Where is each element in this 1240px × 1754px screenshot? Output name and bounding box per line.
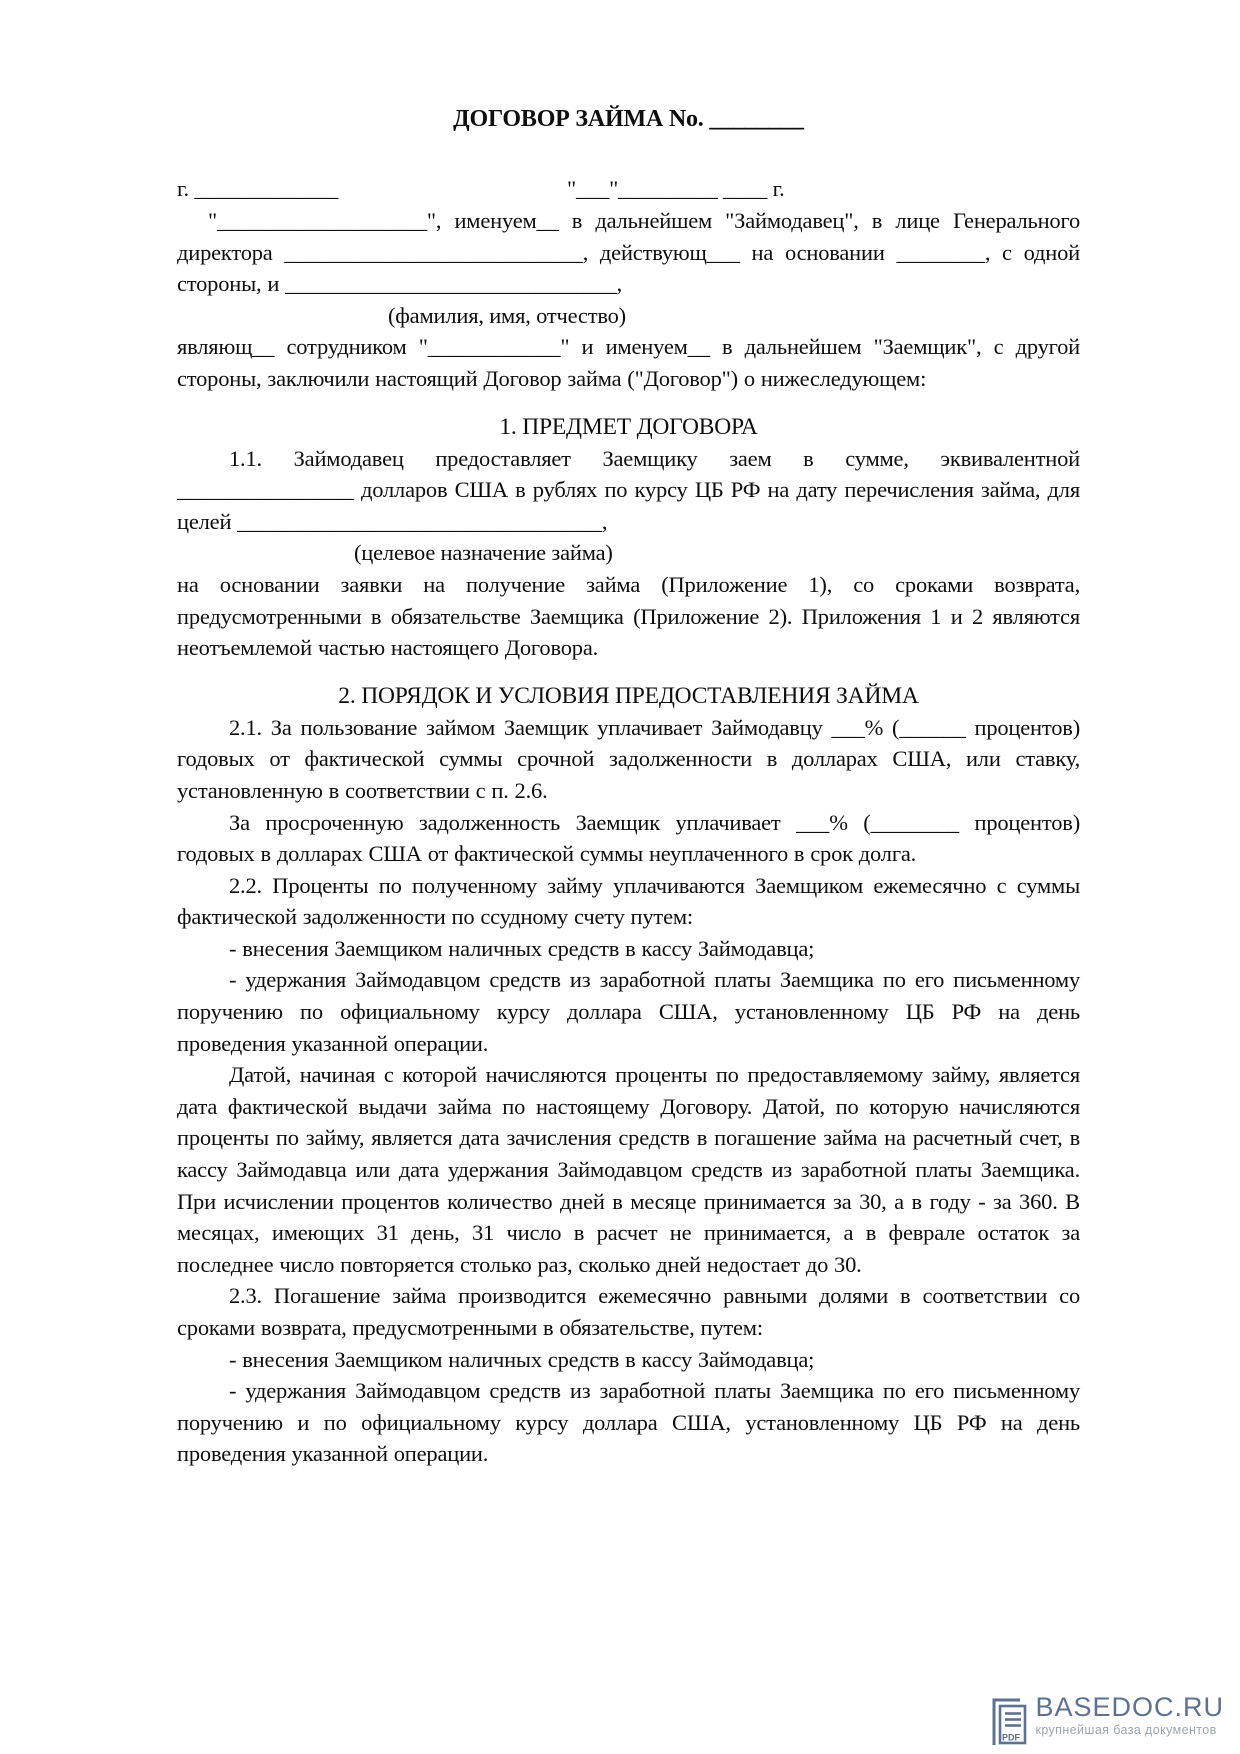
city-blank-field: г. _____________ [177, 176, 338, 201]
clause-2-2-bullet-salary: - удержания Займодавцом средств из заработной платы Заемщика по его письменному поручению по официальному курсу доллара США, установленному ЦБ РФ на день проведения указанной операции. [177, 967, 1080, 1056]
section-1-heading: 1. ПРЕДМЕТ ДОГОВОРА [499, 413, 758, 440]
document-title: ДОГОВОР ЗАЙМА No. ________ [453, 106, 804, 132]
clause-2-3: 2.3. Погашение займа производится ежемесячно равными долями в соответствии со сроками возврата, предусмотренными в обязательстве, путем: [177, 1283, 1080, 1340]
lender-party-paragraph: "___________________", именуем__ в дальнейшем "Займодавец", в лице Генерального директора ___________________________, действующ___ на основании ________, с одной стороны, и ______________________________, [177, 208, 1080, 297]
date-blank-field: "___"_________ ____ г. [567, 176, 785, 201]
loan-purpose-caption: (целевое назначение займа) [354, 540, 613, 566]
clause-2-2-interest-dates: Датой, начиная с которой начисляются проценты по предоставляемому займу, является дата фактической выдачи займа по настоящему Договору. Датой, по которую начисляются проценты по займу, является дата зачисления средств в погашение займа на расчетный счет, в кассу Займодавца или дата удержания Займодавцом средств из заработной платы Заемщика. При исчислении процентов количество дней в месяце принимается за 30, а в году - за 360. В месяцах, имеющих 31 день, 31 число в расчет не принимается, а в феврале остаток за последнее число повторяется столько раз, сколько дней недостает до 30. [177, 1062, 1080, 1277]
pdf-document-icon [990, 1696, 1028, 1746]
clause-2-3-bullet-salary: - удержания Займодавцом средств из заработной платы Заемщика по его письменному поручению и по официальному курсу доллара США, установленному ЦБ РФ на день проведения указанной операции. [177, 1378, 1080, 1467]
clause-2-3-bullet-cash: - внесения Заемщиком наличных средств в кассу Займодавца; [229, 1346, 815, 1372]
clause-2-1a: 2.1. За пользование займом Заемщик уплачивает Займодавцу ___% (______ процентов) годовых от фактической суммы срочной задолженности в долларах США, или ставку, установленную в соответствии с п. 2.6. [177, 714, 1080, 803]
document-content [177, 0, 1080, 1470]
full-name-caption: (фамилия, имя, отчество) [388, 302, 626, 328]
section-2-heading: 2. ПОРЯДОК И УСЛОВИЯ ПРЕДОСТАВЛЕНИЯ ЗАЙМА [338, 682, 919, 709]
pdf-icon-label: PDF [1002, 1732, 1021, 1743]
basedoc-watermark [990, 1694, 1224, 1746]
basedoc-logo-text: BASEDOC.RU [1035, 1692, 1224, 1722]
clause-1-1-basis: на основании заявки на получение займа (Приложение 1), со сроками возврата, предусмотренными в обязательстве Заемщика (Приложение 2). Приложения 1 и 2 являются неотъемлемой частью настоящего Договора. [177, 571, 1080, 661]
borrower-party-paragraph: являющ__ сотрудником "____________" и именуем__ в дальнейшем "Заемщик", с другой стороны, заключили настоящий Договор займа ("Договор") о нижеследующем: [177, 334, 1080, 391]
basedoc-text-block [1035, 1694, 1224, 1737]
clause-2-2-bullet-cash: - внесения Заемщиком наличных средств в кассу Займодавца; [229, 935, 815, 961]
clause-1-1: 1.1. Займодавец предоставляет Заемщику заем в сумме, эквивалентной ________________ долларов США в рублях по курсу ЦБ РФ на дату перечисления займа, для целей _________________________________, [177, 445, 1080, 534]
clause-2-2: 2.2. Проценты по полученному займу уплачиваются Заемщиком ежемесячно с суммы фактической задолженности по ссудному счету путем: [177, 872, 1080, 930]
clause-2-1b: За просроченную задолженность Заемщик уплачивает ___% (________ процентов) годовых в долларах США от фактической суммы неуплаченного в срок долга. [177, 809, 1080, 867]
city-date-row [177, 173, 1080, 205]
basedoc-tagline: крупнейшая база документов [1035, 1723, 1217, 1737]
